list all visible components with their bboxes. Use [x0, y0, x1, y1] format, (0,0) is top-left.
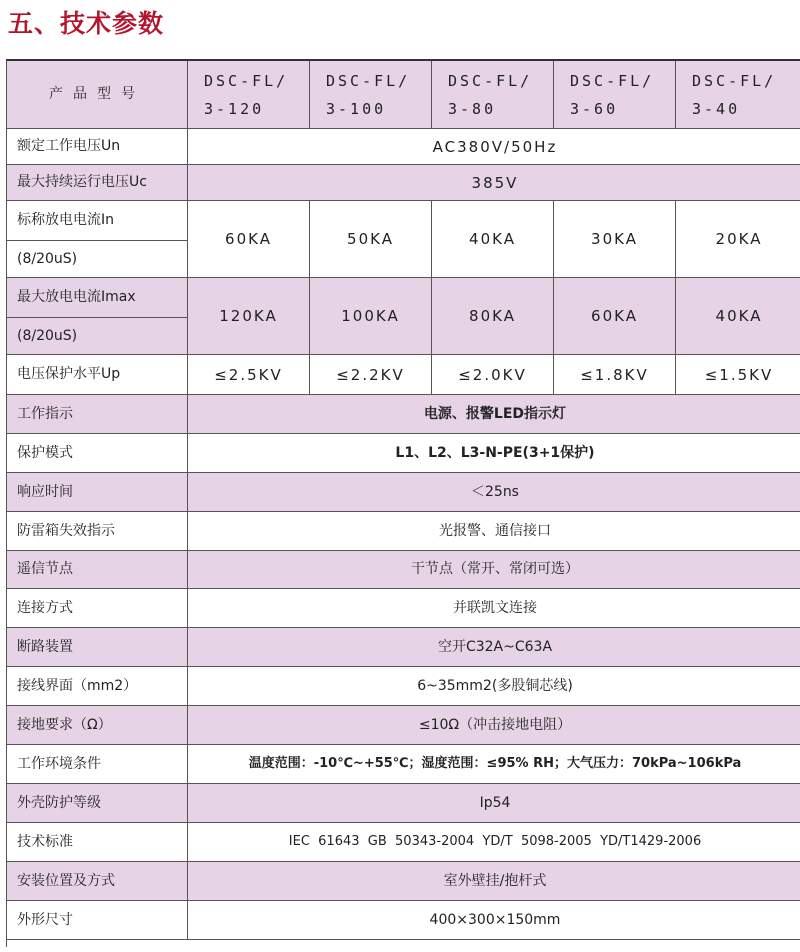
- header-label: 产品型号: [7, 61, 188, 129]
- row-value: 光报警、通信接口: [188, 512, 800, 551]
- row-value: 400×300×150mm: [188, 901, 800, 940]
- row-label: 最大放电电流Imax: [7, 278, 188, 318]
- model-name-line1: DSC-FL/: [692, 71, 777, 90]
- model-name-line1: DSC-FL/: [204, 71, 289, 90]
- model-name-line2: 3-120: [204, 99, 265, 118]
- row-label-note: (8/20uS): [7, 318, 188, 355]
- row-value: 6~35mm2(多股铜芯线): [188, 667, 800, 706]
- row-label: 断路装置: [7, 628, 188, 667]
- cell-value: 80KA: [432, 278, 554, 355]
- cell-value: ≤1.5KV: [676, 355, 800, 395]
- row-value: 温度范围：-10℃~+55℃；湿度范围：≤95% RH；大气压力：70kPa~106kPa: [188, 745, 800, 784]
- row-label: 连接方式: [7, 589, 188, 628]
- model-name-line2: 3-60: [570, 99, 619, 118]
- row-label: 接地要求（Ω）: [7, 706, 188, 745]
- cell-value: ≤2.0KV: [432, 355, 554, 395]
- spec-table: [6, 59, 800, 947]
- row-label: 安装位置及方式: [7, 862, 188, 901]
- row-label: 防雷箱失效指示: [7, 512, 188, 551]
- cell-value: 60KA: [554, 278, 676, 355]
- cell-value: 120KA: [188, 278, 310, 355]
- model-name-line2: 3-100: [326, 99, 387, 118]
- section-title: 五、技术参数: [8, 9, 165, 38]
- cell-value: 20KA: [676, 201, 800, 278]
- row-label: 额定工作电压Un: [7, 129, 188, 165]
- cell-value: 60KA: [188, 201, 310, 278]
- row-label: 技术标准: [7, 823, 188, 862]
- row-label: 电压保护水平Up: [7, 355, 188, 395]
- cell-value: 100KA: [310, 278, 432, 355]
- row-value: AC380V/50Hz: [188, 129, 800, 165]
- row-label: 工作指示: [7, 395, 188, 434]
- row-value: 空开C32A~C63A: [188, 628, 800, 667]
- row-label: 外形尺寸: [7, 901, 188, 940]
- row-label: 标称放电电流In: [7, 201, 188, 241]
- cell-value: ≤2.2KV: [310, 355, 432, 395]
- row-label: 遥信节点: [7, 551, 188, 589]
- row-value: Ip54: [188, 784, 800, 823]
- row-label: 工作环境条件: [7, 745, 188, 784]
- row-label: 响应时间: [7, 473, 188, 512]
- model-header: [432, 61, 554, 129]
- model-header: [188, 61, 310, 129]
- row-label-note: (8/20uS): [7, 241, 188, 278]
- row-value: 并联凯文连接: [188, 589, 800, 628]
- row-value: 干节点（常开、常闭可选）: [188, 551, 800, 589]
- row-value: L1、L2、L3-N-PE(3+1保护): [188, 434, 800, 473]
- row-label: 接线界面（mm2）: [7, 667, 188, 706]
- row-value: IEC 61643 GB 50343-2004 YD/T 5098-2005 YD/T1429-2006: [188, 823, 800, 862]
- cell-value: 40KA: [676, 278, 800, 355]
- model-name-line1: DSC-FL/: [570, 71, 655, 90]
- row-value: 385V: [188, 165, 800, 201]
- model-header: [554, 61, 676, 129]
- model-header: [676, 61, 800, 129]
- cell-value: 50KA: [310, 201, 432, 278]
- cell-value: ≤1.8KV: [554, 355, 676, 395]
- cell-value: 40KA: [432, 201, 554, 278]
- model-name-line1: DSC-FL/: [448, 71, 533, 90]
- model-header: [310, 61, 432, 129]
- row-label: 保护模式: [7, 434, 188, 473]
- row-value: 室外壁挂/抱杆式: [188, 862, 800, 901]
- row-value: 电源、报警LED指示灯: [188, 395, 800, 434]
- row-label: 外壳防护等级: [7, 784, 188, 823]
- row-value: ≤10Ω（冲击接地电阻）: [188, 706, 800, 745]
- cell-value: 30KA: [554, 201, 676, 278]
- model-name-line2: 3-80: [448, 99, 497, 118]
- model-name-line2: 3-40: [692, 99, 741, 118]
- cell-value: ≤2.5KV: [188, 355, 310, 395]
- row-label: 最大持续运行电压Uc: [7, 165, 188, 201]
- row-value: ＜25ns: [188, 473, 800, 512]
- model-name-line1: DSC-FL/: [326, 71, 411, 90]
